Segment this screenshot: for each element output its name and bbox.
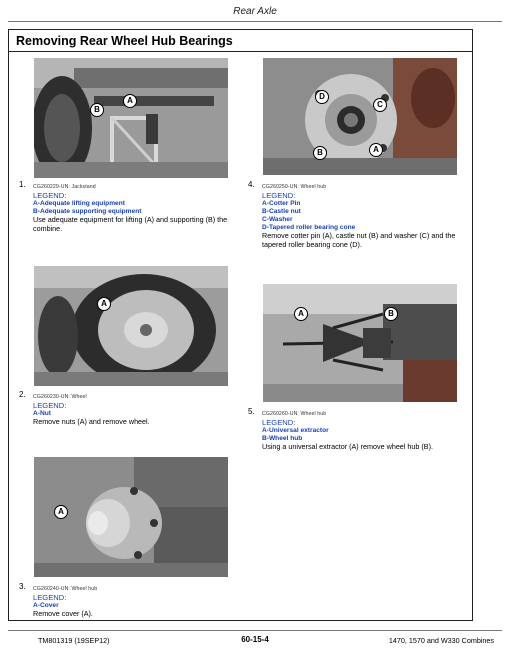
header-rule bbox=[8, 21, 502, 22]
step-3 bbox=[19, 582, 245, 619]
step-2 bbox=[19, 390, 245, 427]
legend-heading: LEGEND: bbox=[33, 190, 67, 200]
footer-model-names: 1470, 1570 and W330 Combines bbox=[388, 636, 494, 645]
callout-b: B bbox=[90, 103, 104, 117]
callout-a: A bbox=[294, 307, 308, 321]
step-4 bbox=[248, 180, 474, 249]
callout-b: B bbox=[313, 146, 327, 160]
callout-c: C bbox=[373, 98, 387, 112]
footer-document-id: TM801319 (19SEP12) bbox=[38, 636, 110, 645]
legend-item: B-Adequate supporting equipment bbox=[33, 208, 142, 216]
figure-caption: CG260230-UN: Wheel bbox=[33, 394, 87, 400]
photo-hub-castle-nut bbox=[263, 58, 457, 175]
step-number: 1. bbox=[19, 180, 26, 189]
step-1 bbox=[19, 180, 245, 233]
photo-jackstand bbox=[34, 58, 228, 178]
legend-heading: LEGEND: bbox=[33, 592, 67, 602]
legend-item: B-Castle nut bbox=[262, 208, 301, 216]
figure-caption: CG260229-UN: Jackstand bbox=[33, 184, 96, 190]
footer-rule bbox=[8, 630, 502, 631]
legend-item: C-Washer bbox=[262, 216, 293, 224]
figure-caption: CG260240-UN: Wheel hub bbox=[33, 586, 98, 592]
legend-item: B-Wheel hub bbox=[262, 435, 303, 443]
callout-a: A bbox=[369, 143, 383, 157]
callout-a: A bbox=[97, 297, 111, 311]
callout-b: B bbox=[384, 307, 398, 321]
legend-item: A-Cover bbox=[33, 602, 59, 610]
legend-item: D-Tapered roller bearing cone bbox=[262, 224, 356, 232]
legend-item: A-Nut bbox=[33, 410, 51, 418]
photo-extractor bbox=[263, 284, 457, 402]
figure-caption: CG260250-UN: Wheel hub bbox=[262, 184, 327, 190]
legend-item: A-Cotter Pin bbox=[262, 200, 301, 208]
legend-heading: LEGEND: bbox=[33, 400, 67, 410]
step-number: 4. bbox=[248, 180, 255, 189]
step-number: 5. bbox=[248, 407, 255, 416]
step-number: 2. bbox=[19, 390, 26, 399]
step-instruction: Using a universal extractor (A) remove wheel hub (B). bbox=[262, 442, 433, 452]
section-title: Removing Rear Wheel Hub Bearings bbox=[16, 34, 233, 48]
step-instruction: Remove nuts (A) and remove wheel. bbox=[33, 417, 150, 427]
figure-caption: CG260260-UN: Wheel hub bbox=[262, 411, 327, 417]
photo-wheel bbox=[34, 266, 228, 386]
callout-d: D bbox=[315, 90, 329, 104]
step-instruction: Remove cotter pin (A), castle nut (B) and washer (C) and the tapered roller bearing cone (D). bbox=[262, 231, 456, 249]
step-instruction: Remove cover (A). bbox=[33, 609, 93, 619]
page-header-title: Rear Axle bbox=[233, 6, 277, 17]
callout-a: A bbox=[54, 505, 68, 519]
footer-page-number: 60-15-4 bbox=[241, 635, 269, 644]
legend-heading: LEGEND: bbox=[262, 417, 296, 427]
legend-item: A-Adequate lifting equipment bbox=[33, 200, 125, 208]
legend-heading: LEGEND: bbox=[262, 190, 296, 200]
legend-item: A-Universal extractor bbox=[262, 427, 329, 435]
callout-a: A bbox=[123, 94, 137, 108]
title-rule bbox=[9, 51, 472, 52]
step-number: 3. bbox=[19, 582, 26, 591]
step-5 bbox=[248, 407, 474, 452]
step-instruction: Use adequate equipment for lifting (A) and supporting (B) the combine. bbox=[33, 215, 228, 233]
